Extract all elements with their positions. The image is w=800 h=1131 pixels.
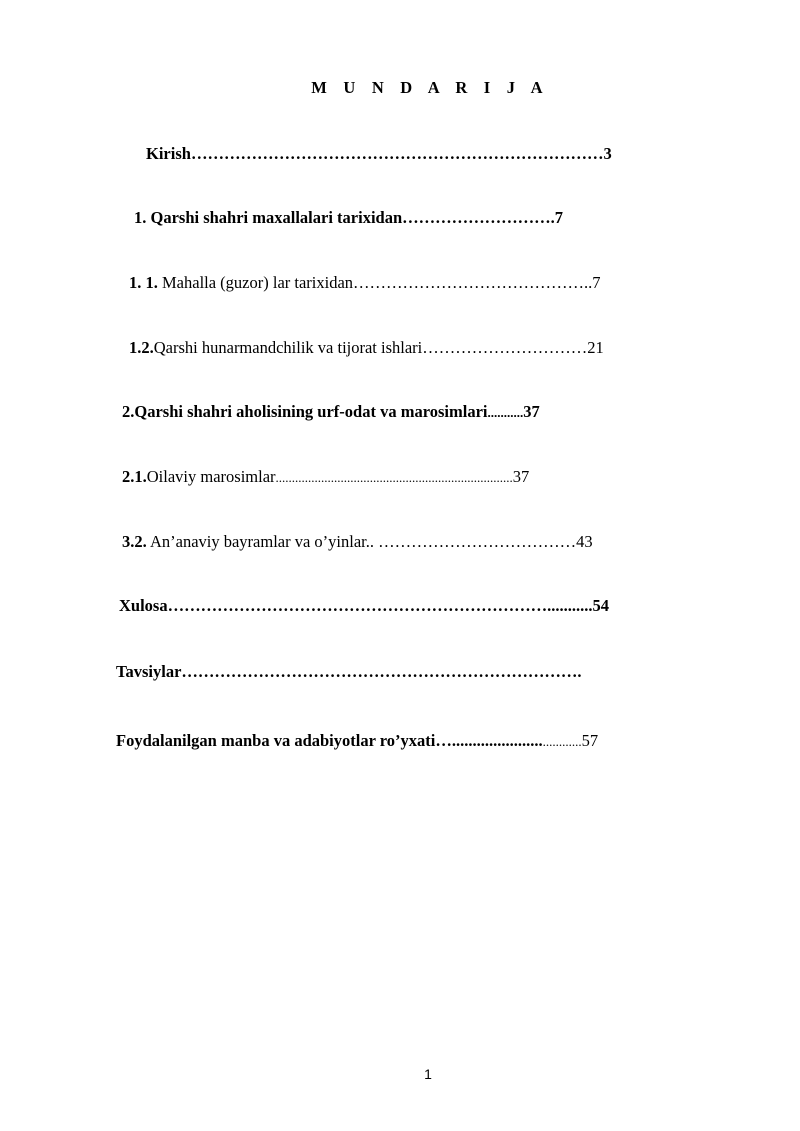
toc-entry-leader: …………………………………………………………………	[190, 144, 604, 163]
toc-entry-leader: …………………………	[422, 338, 588, 357]
toc-entry-page: 37	[523, 402, 540, 421]
toc-entry-leader: ……………………….	[402, 208, 555, 227]
toc-entry-section-1-1	[129, 273, 601, 293]
toc-entry-tavsiylar	[116, 662, 582, 682]
toc-entry-kirish	[146, 144, 612, 164]
toc-entry-number: 3.2.	[122, 532, 147, 551]
toc-entry-text: Mahalla (guzor) lar tarixidan	[157, 273, 354, 292]
toc-entry-leader: ...........	[487, 405, 524, 420]
toc-entry-leader-tail: ............	[542, 734, 582, 749]
toc-entry-text: Oilaviy marosimlar	[146, 467, 276, 486]
toc-entry-page: 3	[603, 144, 612, 163]
toc-entry-text: Kirish	[146, 144, 191, 163]
toc-entry-bibliography	[116, 731, 598, 752]
page-number: 1	[424, 1066, 432, 1082]
toc-entry-text: Tavsiylar	[116, 662, 182, 681]
toc-entry-section-3-2	[122, 532, 593, 552]
toc-entry-chapter-2	[122, 402, 540, 423]
toc-entry-section-1-2	[129, 338, 604, 358]
toc-entry-number: 1.2.	[129, 338, 154, 357]
toc-entry-text: 1. Qarshi shahri maxallalari tarixidan	[134, 208, 403, 227]
toc-entry-section-2-1	[122, 467, 529, 488]
toc-title: M U N D A R I J A	[311, 78, 549, 97]
toc-entry-text: Foydalanilgan manba va adabiyotlar ro’yxati	[116, 731, 436, 750]
toc-entry-text: Qarshi hunarmandchilik va tijorat ishlari	[153, 338, 423, 357]
toc-entry-text: An’anaviy bayramlar va o’yinlar..	[146, 532, 379, 551]
toc-entry-page: 54	[592, 596, 609, 615]
toc-entry-number: 1. 1.	[129, 273, 158, 292]
toc-entry-text: Xulosa	[119, 596, 168, 615]
toc-entry-leader: .........................................................................	[275, 470, 513, 485]
toc-entry-leader: …......................	[435, 731, 543, 750]
toc-entry-page: 7	[592, 273, 601, 292]
toc-entry-page: 37	[512, 467, 530, 486]
toc-entry-text: 2.Qarshi shahri aholisining urf-odat va marosimlari	[122, 402, 488, 421]
toc-entry-leader: ……………………………………………………………...........	[167, 596, 593, 615]
toc-entry-leader: ………………………………	[378, 532, 577, 551]
toc-entry-page: 57	[581, 731, 599, 750]
toc-entry-page: 7	[554, 208, 564, 227]
toc-entry-leader: ……………………………………………………………….	[181, 662, 582, 681]
toc-entry-xulosa	[119, 596, 609, 616]
toc-entry-chapter-1	[134, 208, 563, 228]
toc-entry-page: 21	[587, 338, 604, 357]
toc-entry-page: 43	[576, 532, 593, 551]
toc-entry-number: 2.1.	[122, 467, 147, 486]
toc-entry-leader: ……………………………………..	[353, 273, 593, 292]
